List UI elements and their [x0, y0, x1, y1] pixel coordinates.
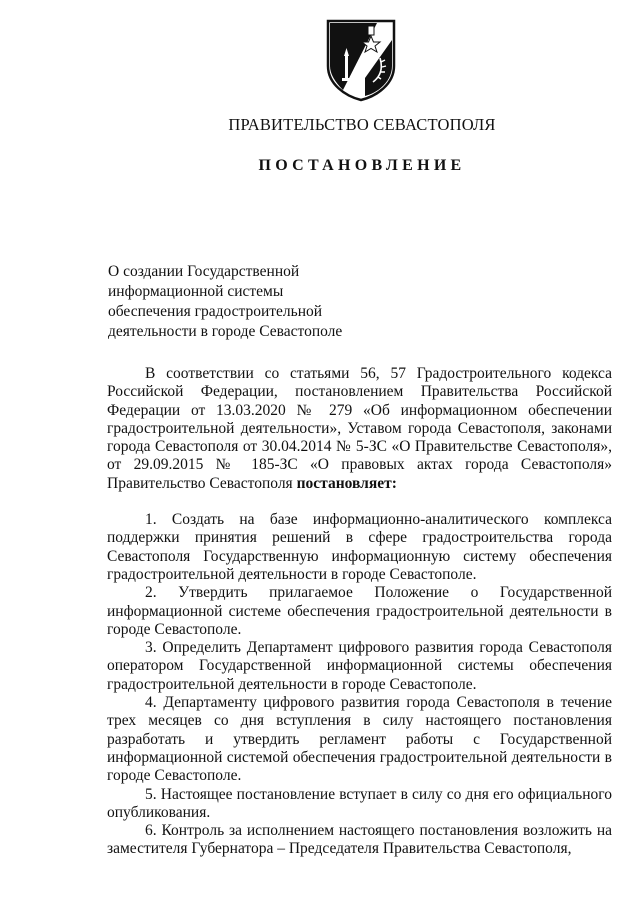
resolution-item-6: 6. Контроль за исполнением настоящего постановления возложить на заместителя Губернатора – Председателя Правительства Севастополя, — [107, 822, 612, 858]
resolution-item-3: 3. Определить Департамент цифрового развития города Севастополя оператором Государственной информационной системы обеспечения градостроительной деятельности в городе Севастополе. — [107, 639, 612, 693]
subject-line: информационной системы — [108, 283, 284, 300]
resolution-item-4: 4. Департаменту цифрового развития города Севастополя в течение трех месяцев со дня вступления в силу настоящего постановления разработать и утвердить регламент работы с Государственной информационной системой обеспечения градостроительной деятельности в городе Севастополе. — [107, 694, 612, 785]
resolution-item-1: 1. Создать на базе информационно-аналитического комплекса поддержки принятия решений в сфере градостроительства города Севастополя Государственную информационную систему обеспечения градостроительной деятельности в городе Севастополе. — [107, 511, 612, 583]
subject-line: О создании Государственной — [108, 263, 300, 280]
preamble-text: В соответствии со статьями 56, 57 Градостроительного кодекса Российской Федерации, постановлением Правительства Российской Федерации от 13.03.2020 № 279 «Об информационном обеспечении градостроительной деятельности», Уставом города Севастополя, законами города Севастополя от 30.04.2014 № 5-ЗС «О Правительстве Севастополя», от 29.09.2015 № 185-ЗС «О правовых актах города Севастополя» Правительство Севастополя — [107, 365, 612, 492]
preamble-paragraph — [107, 365, 612, 493]
resolution-keyword: постановляет: — [296, 474, 397, 492]
subject-line: обеспечения градостроительной — [108, 303, 323, 320]
document-subject — [108, 262, 342, 342]
coat-of-arms-icon — [325, 18, 397, 102]
government-name: ПРАВИТЕЛЬСТВО СЕВАСТОПОЛЯ — [228, 115, 496, 134]
document-body — [107, 365, 612, 859]
document-type-title: ПОСТАНОВЛЕНИЕ — [258, 157, 466, 174]
subject-line: деятельности в городе Севастополе — [108, 323, 343, 340]
resolution-item-2: 2. Утвердить прилагаемое Положение о Государственной информационной системе обеспечения градостроительной деятельности в городе Севастополе. — [107, 584, 612, 638]
resolution-item-5: 5. Настоящее постановление вступает в силу со дня его официального опубликования. — [107, 785, 612, 821]
